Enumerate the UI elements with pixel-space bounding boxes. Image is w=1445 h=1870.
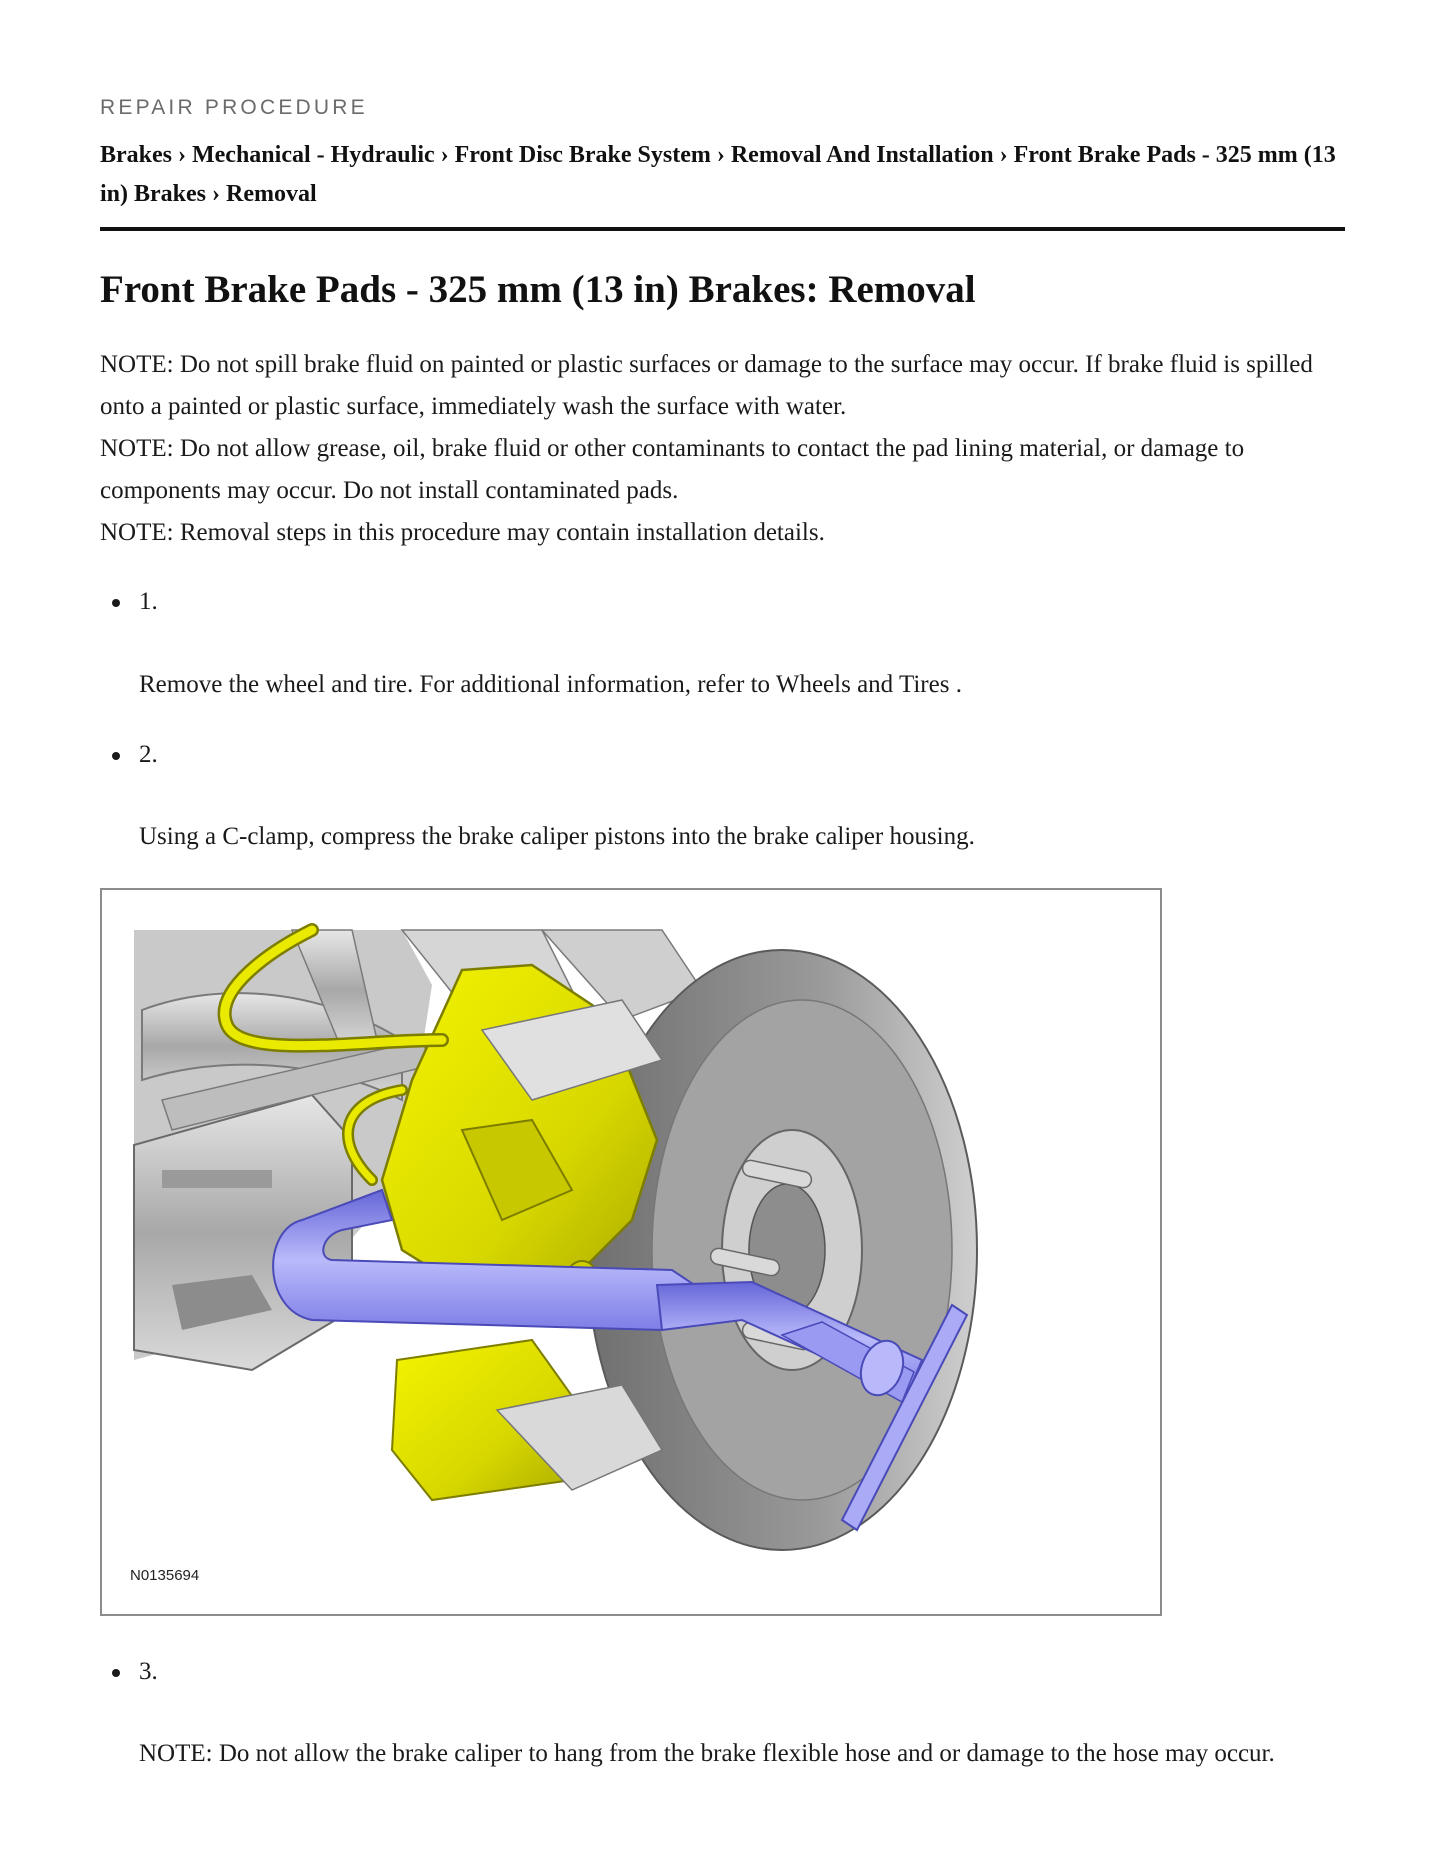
bullet-icon bbox=[112, 752, 120, 760]
header-divider bbox=[100, 227, 1345, 231]
breadcrumb-item-removal: Removal bbox=[226, 181, 317, 207]
note-installation-details: NOTE: Removal steps in this procedure may contain installation details. bbox=[100, 519, 825, 546]
section-kicker: REPAIR PROCEDURE bbox=[100, 96, 368, 119]
breadcrumb-item-front-brake-pads[interactable]: Front Brake Pads - 325 mm (13 in) Brakes bbox=[100, 142, 1336, 207]
breadcrumb-separator: › bbox=[178, 142, 192, 168]
breadcrumb-separator: › bbox=[999, 142, 1014, 168]
figure-id-label: N0135694 bbox=[130, 1567, 200, 1584]
breadcrumb-item-mechanical-hydraulic[interactable]: Mechanical - Hydraulic bbox=[192, 142, 435, 168]
step-3-text: NOTE: Do not allow the brake caliper to hang from the brake flexible hose and or damage to the hose may occur. bbox=[139, 1740, 1275, 1767]
breadcrumb-separator: › bbox=[716, 142, 731, 168]
notes-block bbox=[100, 344, 1350, 554]
breadcrumb-separator: › bbox=[212, 181, 227, 207]
note-contaminants: NOTE: Do not allow grease, oil, brake fluid or other contaminants to contact the pad lining material, or damage to components may occur. Do not install contaminated pads. bbox=[100, 435, 1245, 504]
breadcrumb-item-removal-and-installation[interactable]: Removal And Installation bbox=[730, 142, 994, 168]
breadcrumb-separator: › bbox=[440, 142, 455, 168]
page-title: Front Brake Pads - 325 mm (13 in) Brakes: Removal bbox=[100, 268, 976, 311]
brake-assembly-drawing bbox=[102, 890, 1160, 1614]
note-paint-damage: NOTE: Do not spill brake fluid on painted or plastic surfaces or damage to the surface may occur. If brake fluid is spilled onto a painted or plastic surface, immediately wash the surface with water. bbox=[100, 351, 1313, 420]
step-2-number: 2. bbox=[139, 741, 158, 768]
bullet-icon bbox=[112, 1669, 120, 1677]
breadcrumb-item-front-disc-brake-system[interactable]: Front Disc Brake System bbox=[454, 142, 711, 168]
breadcrumb bbox=[100, 136, 1345, 214]
bullet-icon bbox=[112, 599, 120, 607]
step-2-text: Using a C-clamp, compress the brake caliper pistons into the brake caliper housing. bbox=[139, 823, 975, 850]
step-3-number: 3. bbox=[139, 1658, 158, 1685]
caliper-c-clamp-illustration bbox=[100, 888, 1162, 1616]
breadcrumb-item-brakes[interactable]: Brakes bbox=[100, 142, 172, 168]
step-1-number: 1. bbox=[139, 588, 158, 615]
step-1-text: Remove the wheel and tire. For additional information, refer to Wheels and Tires . bbox=[139, 671, 962, 698]
